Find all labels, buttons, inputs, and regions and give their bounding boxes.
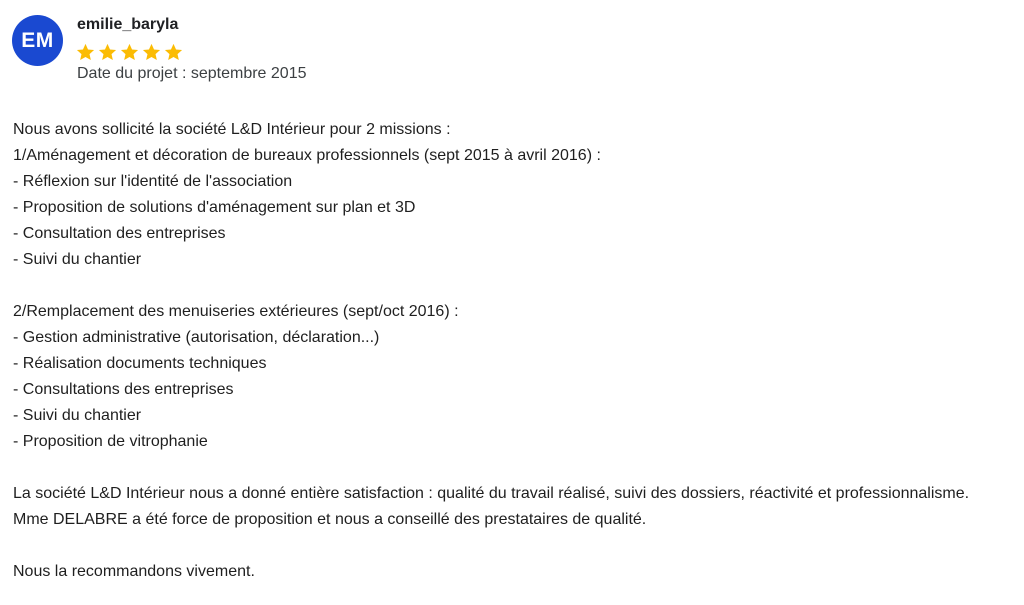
list-item: - Réflexion sur l'identité de l'association xyxy=(13,173,293,190)
list-item: - Consultation des entreprises xyxy=(13,225,226,242)
paragraph-spacer xyxy=(13,533,1008,559)
star-icon xyxy=(141,42,162,63)
star-rating xyxy=(75,42,184,63)
list-item: - Gestion administrative (autorisation, déclaration...) xyxy=(13,329,380,346)
list-item: - Proposition de solutions d'aménagement sur plan et 3D xyxy=(13,199,416,216)
satisfaction-paragraph: La société L&D Intérieur nous a donné entière satisfaction : qualité du travail réalisé, suivi des dossiers, réactivité et professionnalisme. xyxy=(13,485,970,502)
paragraph-spacer xyxy=(13,455,1008,481)
avatar-initials: EM xyxy=(21,28,54,52)
review-intro: Nous avons sollicité la société L&D Intérieur pour 2 missions : xyxy=(13,121,451,138)
list-item: - Réalisation documents techniques xyxy=(13,355,267,372)
paragraph-spacer xyxy=(13,273,1008,299)
author-name[interactable]: emilie_baryla xyxy=(77,16,179,33)
project-date xyxy=(77,65,307,83)
star-icon xyxy=(75,42,96,63)
star-icon xyxy=(97,42,118,63)
avatar[interactable] xyxy=(12,15,63,66)
star-icon xyxy=(163,42,184,63)
project-date-label: Date du projet : xyxy=(77,65,187,82)
advice-paragraph: Mme DELABRE a été force de proposition et nous a conseillé des prestataires de qualité. xyxy=(13,511,647,528)
project-date-value: septembre 2015 xyxy=(190,65,307,82)
mission2-title: 2/Remplacement des menuiseries extérieures (sept/oct 2016) : xyxy=(13,303,459,320)
list-item: - Proposition de vitrophanie xyxy=(13,433,208,450)
review-text xyxy=(13,117,1008,585)
list-item: - Suivi du chantier xyxy=(13,251,142,268)
list-item: - Suivi du chantier xyxy=(13,407,142,424)
closing-paragraph: Nous la recommandons vivement. xyxy=(13,563,255,580)
star-icon xyxy=(119,42,140,63)
list-item: - Consultations des entreprises xyxy=(13,381,234,398)
mission1-title: 1/Aménagement et décoration de bureaux professionnels (sept 2015 à avril 2016) : xyxy=(13,147,601,164)
